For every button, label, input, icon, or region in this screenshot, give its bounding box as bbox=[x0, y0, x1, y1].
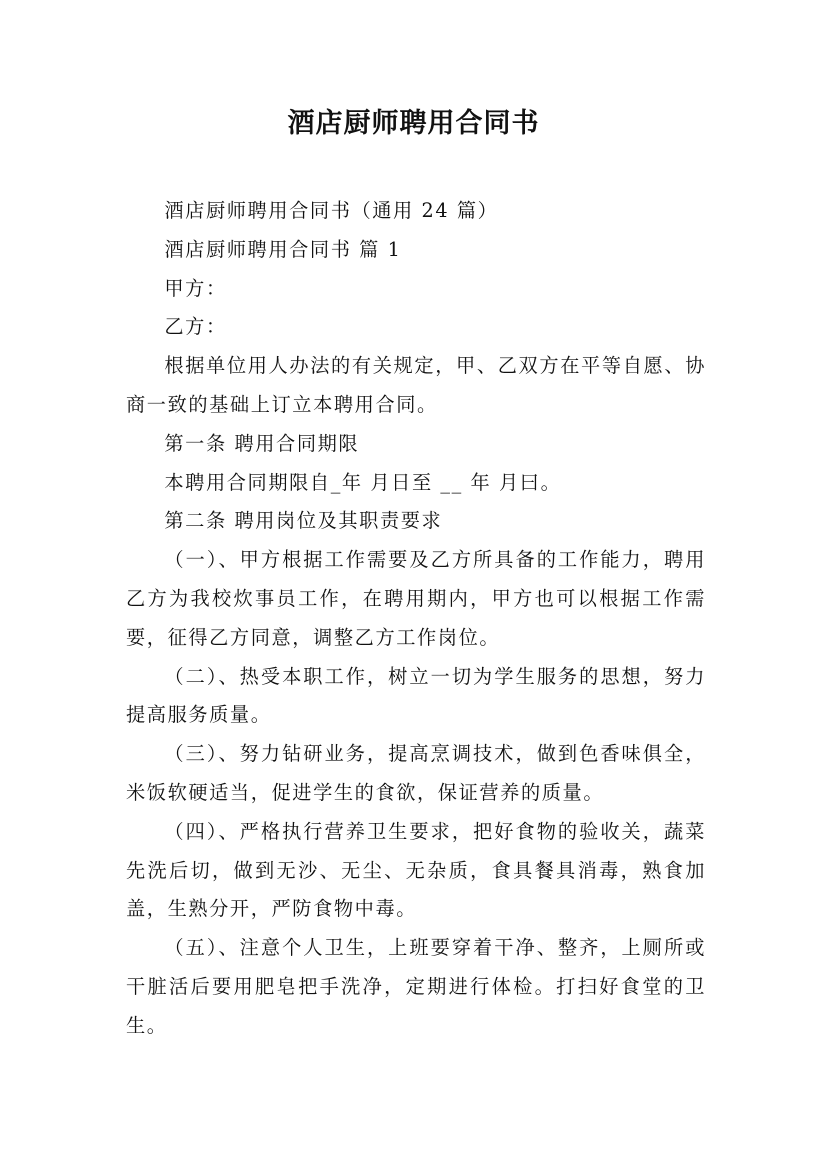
paragraph-part-heading: 酒店厨师聘用合同书 篇 1 bbox=[164, 237, 402, 261]
paragraph-article-1-term: 本聘用合同期限自_年 月日至 __ 年 月曰。 bbox=[164, 470, 562, 494]
paragraph-clause-1: （一）、甲方根据工作需要及乙方所具备的工作能力，聘用乙方为我校炊事员工作，在聘用期内，甲方也可以根据工作需要，征得乙方同意，调整乙方工作岗位。 bbox=[126, 548, 706, 649]
paragraph-clause-5: （五）、注意个人卫生，上班要穿着干净、整齐，上厕所或干脏活后要用肥皂把手洗净，定期进行体检。打扫好食堂的卫生。 bbox=[126, 936, 706, 1037]
paragraph-clause-3: （三）、努力钻研业务，提高烹调技术，做到色香味俱全，米饭软硬适当，促进学生的食欲，保证营养的质量。 bbox=[126, 742, 706, 804]
paragraph-clause-2: （二）、热受本职工作，树立一切为学生服务的思想，努力提高服务质量。 bbox=[126, 664, 706, 727]
paragraph-party-b: 乙方： bbox=[164, 315, 227, 339]
paragraph-subtitle: 酒店厨师聘用合同书（通用 24 篇） bbox=[164, 199, 499, 222]
paragraph-party-a: 甲方： bbox=[164, 276, 227, 300]
paragraph-clause-4: （四）、严格执行营养卫生要求，把好食物的验收关，蔬菜先洗后切，做到无沙、无尘、无杂质，食具餐具消毒，熟食加盖，生熟分开，严防食物中毒。 bbox=[126, 819, 706, 921]
paragraph-preamble: 根据单位用人办法的有关规定，甲、乙双方在平等自愿、协商一致的基础上订立本聘用合同。 bbox=[126, 354, 706, 416]
paragraph-article-2-heading: 第二条 聘用岗位及其职责要求 bbox=[164, 509, 443, 533]
paragraph-article-1-heading: 第一条 聘用合同期限 bbox=[164, 431, 360, 455]
document-body bbox=[126, 192, 706, 1046]
document-title: 酒店厨师聘用合同书 bbox=[287, 108, 540, 139]
